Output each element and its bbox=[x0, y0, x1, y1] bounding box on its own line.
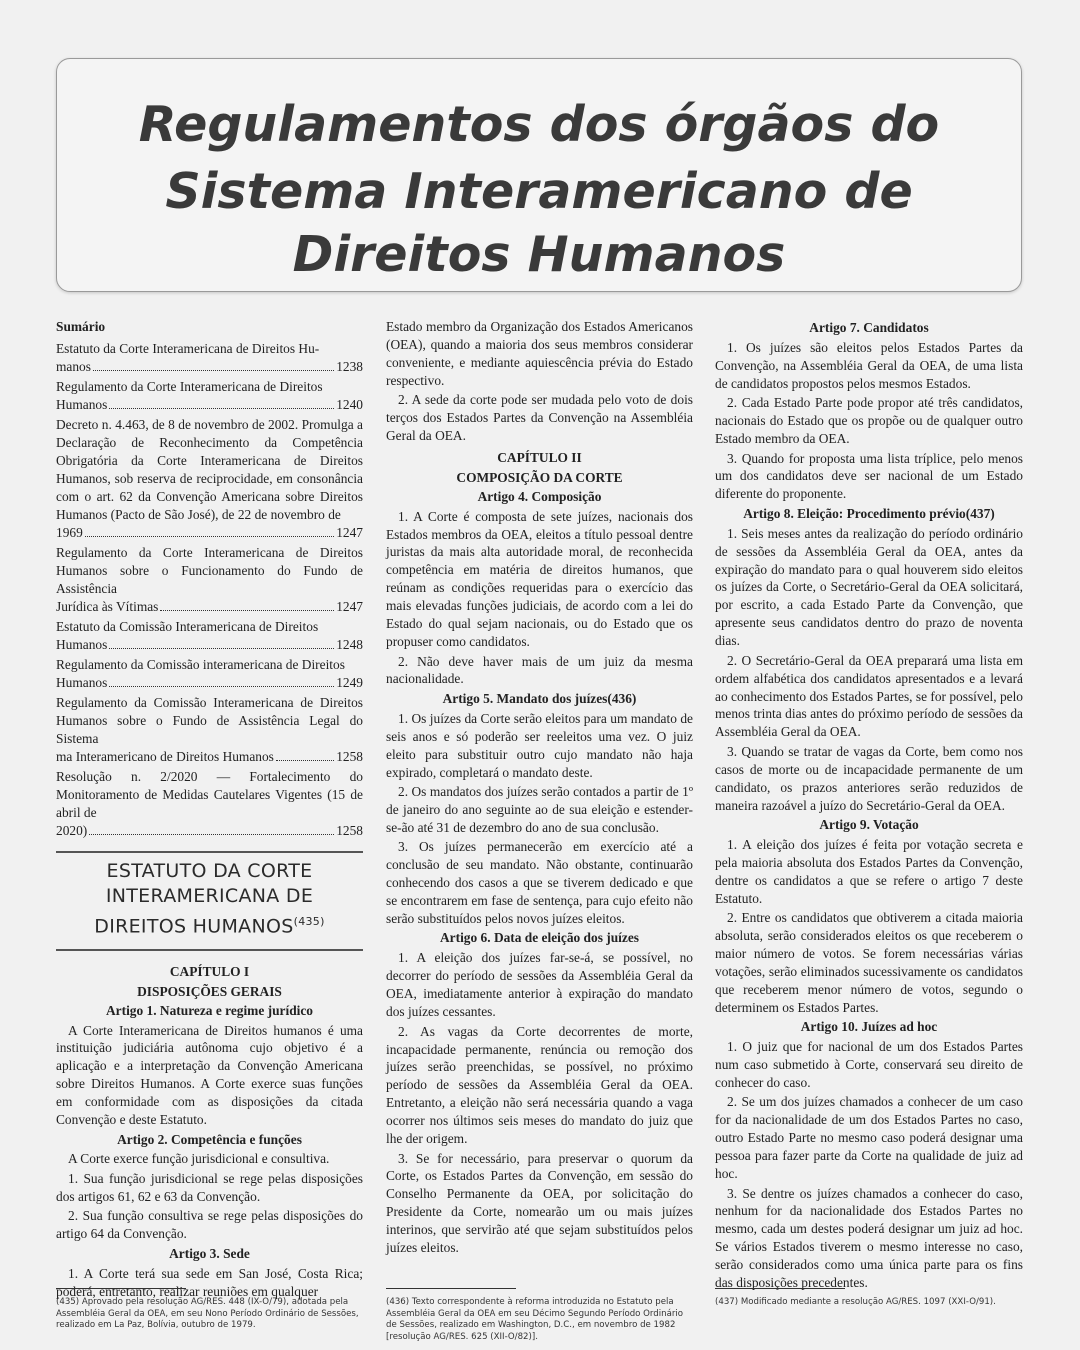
toc-page-number: 1240 bbox=[336, 397, 363, 413]
footnote-rule bbox=[386, 1288, 516, 1289]
page-title-line-2: Sistema Interamericano de bbox=[165, 163, 913, 220]
toc-dot-leader bbox=[109, 686, 334, 687]
toc-entry-last-line: Jurídica às Vítimas bbox=[56, 598, 159, 614]
paragraph: 1. A Corte é composta de sete juízes, nacionais dos Estados membros da OEA, eleitos a título pessoal dentre juristas da mais alta autoridade moral, de reconhecida competência em matéria de direitos humanos, que reúnam as condições requeridas para o exercício das mais elevadas funções judiciais, de acordo com a lei do Estado do qual sejam nacionais, ou do Estado que os propuser como candidatos. bbox=[386, 508, 693, 649]
footnote-437: (437) Modificado mediante a resolução AG/RES. 1097 (XXI-O/91). bbox=[715, 1297, 996, 1307]
article-heading: Artigo 7. Candidatos bbox=[809, 320, 929, 335]
footnote-ref-435: (435) bbox=[293, 914, 325, 928]
toc-leader-line bbox=[56, 598, 363, 616]
column-left bbox=[56, 318, 363, 1302]
paragraph: 3. Quando se tratar de vagas da Corte, bem como nos casos de morte ou de incapacidade permanente de um candidato, os prazos anteriores serão reduzidos de maneira razoável a juízo do Secretário-Geral da OEA. bbox=[715, 743, 1023, 813]
paragraph: 1. Sua função jurisdicional se rege pelas disposições dos artigos 61, 62 e 63 da Convenção. bbox=[56, 1170, 363, 1204]
toc-dot-leader bbox=[89, 834, 334, 835]
estatuto-heading-line-2: INTERAMERICANA DE bbox=[105, 884, 314, 907]
toc-entry bbox=[56, 416, 363, 541]
toc-entry-text: Estatuto da Comissão Interamericana de Direitos bbox=[56, 619, 319, 635]
toc-entry bbox=[56, 694, 363, 766]
toc-page-number: 1258 bbox=[336, 749, 363, 765]
toc-entry-last-line: 1969 bbox=[56, 524, 83, 540]
paragraph: 1. Os juízes da Corte serão eleitos para um mandato de seis anos e só poderão ser reeleitos uma vez. O juiz eleito para substituir outro cujo mandato não haja expirado, completará o mandato deste. bbox=[386, 710, 693, 780]
paragraph: A Corte Interamericana de Direitos humanos é uma instituição judiciária autônoma cujo objetivo é a aplicação e a interpretação da Convenção Americana sobre Direitos Humanos. A Corte exerce suas funções em conformidade com as disposições da citada Convenção e deste Estatuto. bbox=[56, 1022, 363, 1128]
toc-entry-last-line: 2020) bbox=[56, 823, 88, 839]
table-of-contents bbox=[56, 340, 363, 840]
toc-dot-leader bbox=[160, 610, 334, 611]
toc-leader-line bbox=[56, 636, 363, 654]
toc-leader-line bbox=[56, 748, 363, 766]
toc-page-number: 1247 bbox=[336, 524, 363, 540]
paragraph: 3. Se for necessário, para preservar o quorum da Corte, os Estados Partes da Convenção, em sessão do Conselho Permanente da OEA, por solicitação do Presidente da Corte, nomearão um ou mais juízes interinos, que servirão até que sejam substituídos pelos juízes eleitos. bbox=[386, 1150, 693, 1256]
toc-page-number: 1258 bbox=[336, 823, 363, 839]
paragraph: 2. Cada Estado Parte pode propor até três candidatos, nacionais do Estado que os propõe ou de qualquer outro Estado membro da OEA. bbox=[715, 395, 1023, 447]
section-divider-top bbox=[56, 851, 363, 853]
article-heading: Artigo 1. Natureza e regime jurídico bbox=[106, 1002, 313, 1018]
paragraph: 3. Os juízes permanecerão em exercício até a conclusão de seu mandato. Não obstante, continuarão conhecendo dos casos a que se tiverem dedicado e que se encontrarem em fase de sentença, para cujo efeito não serão substituídos pelos novos juízes eleitos. bbox=[386, 839, 693, 926]
toc-page-number: 1247 bbox=[336, 598, 363, 614]
toc-entry-text: Decreto n. 4.463, de 8 de novembro de 2002. Promulga a Declaração de Reconhecimento da Competência Obrigatória da Corte Interamericana de Direitos Humanos, sob reserva de reciprocidade, em consonância com o art. 62 da Convenção Americana sobre Direitos Humanos (Pacto de São José), de 22 de novembro de bbox=[56, 417, 363, 522]
toc-entry-text: Estatuto da Corte Interamericana de Direitos Hu- bbox=[56, 340, 320, 356]
chapter-title: COMPOSIÇÃO DA CORTE bbox=[456, 469, 623, 485]
page-title-line-1: Regulamentos dos órgãos do bbox=[138, 96, 940, 153]
toc-entry bbox=[56, 656, 363, 692]
article-heading: Artigo 3. Sede bbox=[169, 1245, 250, 1261]
paragraph: 2. As vagas da Corte decorrentes de morte, incapacidade permanente, renúncia ou remoção dos juízes serão preenchidas, se possível, no próximo período de sessões da Assembléia Geral da OEA. Entretanto, a eleição não será necessária quando a vaga ocorrer nos últimos seis meses do mandato do juiz que lhe der origem. bbox=[386, 1023, 693, 1147]
toc-leader-line bbox=[56, 822, 363, 840]
chapter-heading: CAPÍTULO I bbox=[169, 963, 250, 979]
toc-dot-leader bbox=[93, 370, 334, 371]
toc-page-number: 1248 bbox=[336, 636, 363, 652]
article-heading: Artigo 9. Votação bbox=[819, 817, 919, 833]
toc-leader-line bbox=[56, 358, 363, 376]
toc-entry-last-line: ma Interamericano de Direitos Humanos bbox=[56, 749, 274, 765]
chapter-title: DISPOSIÇÕES GERAIS bbox=[137, 983, 282, 999]
toc-dot-leader bbox=[276, 760, 334, 761]
toc-dot-leader bbox=[109, 648, 334, 649]
paragraph: 3. Se dentre os juízes chamados a conhecer do caso, nenhum for da nacionalidade dos Estados Partes no mesmo, cada um destes poderá designar um juiz ad hoc. Se vários Estados tiverem o mesmo interesse no caso, serão considerados como uma única parte para os fins das disposições precedentes. bbox=[715, 1185, 1023, 1291]
toc-entry-last-line: Humanos bbox=[56, 675, 108, 691]
toc-entry-text: Regulamento da Comissão Interamericana de Direitos Humanos sobre o Fundo de Assistência Legal do Sistema bbox=[56, 695, 363, 747]
paragraph: 1. A Corte terá sua sede em San José, Costa Rica; poderá, entretanto, realizar reuniões em qualquer bbox=[56, 1265, 363, 1299]
title-box bbox=[56, 58, 1022, 292]
paragraph: 3. Quando for proposta uma lista tríplice, pelo menos um dos candidatos deve ser nacional de um Estado diferente do proponente. bbox=[715, 450, 1023, 502]
paragraph: 1. A eleição dos juízes far-se-á, se possível, no decorrer do período de sessões da Assembléia Geral da OEA, imediatamente anterior à expiração do mandato dos juízes cessantes. bbox=[386, 950, 693, 1020]
paragraph: Estado membro da Organização dos Estados Americanos (OEA), quando a maioria dos seus membros considerar conveniente, e mediante aquiescência prévia do Estado respectivo. bbox=[386, 319, 693, 388]
paragraph: 1. Os juízes são eleitos pelos Estados Partes da Convenção, na Assembléia Geral da OEA, de uma lista de candidatos propostos pelos mesmos Estados. bbox=[715, 339, 1023, 391]
paragraph: 2. Entre os candidatos que obtiverem a citada maioria absoluta, serão considerados eleitos os que receberem o maior número de votos. Se forem necessárias várias votações, serão eliminados sucessivamente os candidatos que receberem menor número de votos, segundo o determinem os Estados Partes. bbox=[715, 910, 1023, 1015]
paragraph: 1. A eleição dos juízes é feita por votação secreta e pela maioria absoluta dos Estados Partes da Convenção, dentre os candidatos a que se refere o artigo 7 deste Estatuto. bbox=[715, 836, 1023, 906]
toc-page-number: 1249 bbox=[336, 675, 363, 691]
paragraph: 2. Não deve haver mais de um juiz da mesma nacionalidade. bbox=[386, 653, 693, 687]
toc-entry-text: Regulamento da Corte Interamericana de Direitos Humanos sobre o Funcionamento do Fundo de Assistência bbox=[56, 545, 363, 596]
toc-entry bbox=[56, 768, 363, 840]
article-heading: Artigo 4. Composição bbox=[477, 488, 602, 504]
toc-entry-text: Resolução n. 2/2020 — Fortalecimento do Monitoramento de Medidas Cautelares Vigentes (15 de abril de bbox=[56, 769, 363, 821]
column-middle bbox=[386, 318, 693, 1259]
paragraph: 2. Se um dos juízes chamados a conhecer de um caso for da nacionalidade de um dos Estados Partes no caso, outro Estado Parte no mesmo caso poderá designar uma pessoa para fazer parte da Corte na qualidade de juiz ad hoc. bbox=[715, 1094, 1023, 1182]
paragraph: 2. O Secretário-Geral da OEA preparará uma lista em ordem alfabética dos candidatos apresentados e a levará ao conhecimento dos Estados Partes, se for possível, pelo menos trinta dias antes do próximo período de sessões da Assembléia Geral da OEA. bbox=[715, 652, 1023, 740]
toc-entry-last-line: manos bbox=[56, 358, 91, 374]
estatuto-heading bbox=[56, 859, 363, 939]
toc-entry-last-line: Humanos bbox=[56, 397, 108, 413]
column-right bbox=[715, 318, 1023, 1294]
footnote-435: (435) Aprovado pela resolução AG/RES. 448 (IX-O/79), adotada pela Assembléia Geral da OEA, em seu Nono Período Ordinário de Sessões, realizado em La Paz, Bolívia, outubro de 1979. bbox=[56, 1297, 359, 1331]
paragraph: 2. A sede da corte pode ser mudada pelo voto de dois terços dos Estados Partes da Convenção na Assembléia Geral da OEA. bbox=[386, 392, 693, 444]
paragraph: 2. Sua função consultiva se rege pelas disposições do artigo 64 da Convenção. bbox=[56, 1208, 363, 1242]
chapter-heading: CAPÍTULO II bbox=[497, 449, 582, 465]
article-heading: Artigo 6. Data de eleição dos juízes bbox=[440, 930, 639, 946]
toc-entry-last-line: Humanos bbox=[56, 636, 108, 652]
toc-leader-line bbox=[56, 396, 363, 414]
paragraph: A Corte exerce função jurisdicional e consultiva. bbox=[68, 1151, 330, 1167]
toc-leader-line bbox=[56, 674, 363, 692]
paragraph: 2. Os mandatos dos juízes serão contados a partir de 1º de janeiro do ano seguinte ao de sua eleição e estender-se-ão até 31 de dezembro do ano de sua conclusão. bbox=[386, 784, 693, 835]
toc-dot-leader bbox=[85, 536, 334, 537]
estatuto-heading-line-1: ESTATUTO DA CORTE bbox=[106, 859, 313, 882]
toc-entry bbox=[56, 618, 363, 654]
article-heading: Artigo 2. Competência e funções bbox=[117, 1131, 302, 1147]
toc-entry bbox=[56, 340, 363, 376]
article-heading: Artigo 5. Mandato dos juízes(436) bbox=[442, 690, 637, 706]
toc-entry-text: Regulamento da Corte Interamericana de Direitos bbox=[56, 379, 323, 395]
footnote-436: (436) Texto correspondente à reforma introduzida no Estatuto pela Assembléia Geral da OEA em seu Décimo Segundo Período Ordinário de Sessões, realizado em Washington, D.C., em novembro de 1982 [resolução AG/RES. 625 (XII-O/82)]. bbox=[386, 1297, 684, 1342]
footnote-rule bbox=[56, 1288, 186, 1289]
footnote-rule bbox=[715, 1288, 845, 1289]
article-heading: Artigo 8. Eleição: Procedimento prévio(437) bbox=[743, 505, 995, 521]
toc-page-number: 1238 bbox=[336, 358, 363, 374]
toc-entry bbox=[56, 378, 363, 414]
page-title-line-3: Direitos Humanos bbox=[292, 226, 786, 283]
toc-entry bbox=[56, 544, 363, 616]
paragraph: 1. Seis meses antes da realização do período ordinário de sessões da Assembléia Geral da OEA, antes da expiração do mandato para o qual houverem sido eleitos os juízes da Corte, o Secretário-Geral da OEA solicitará, por escrito, a cada Estado Parte da Convenção, que apresente seus candidatos dentro do prazo de noventa dias. bbox=[715, 525, 1023, 649]
article-heading: Artigo 10. Juízes ad hoc bbox=[800, 1019, 938, 1035]
toc-leader-line bbox=[56, 524, 363, 542]
toc-dot-leader bbox=[109, 408, 334, 409]
paragraph: 1. O juiz que for nacional de um dos Estados Partes num caso submetido à Corte, conservará seu direito de conhecer do caso. bbox=[715, 1039, 1023, 1090]
estatuto-heading-line-3: DIREITOS HUMANOS bbox=[94, 914, 294, 937]
sumario-heading: Sumário bbox=[56, 319, 106, 334]
toc-entry-text: Regulamento da Comissão interamericana de Direitos bbox=[56, 657, 345, 673]
